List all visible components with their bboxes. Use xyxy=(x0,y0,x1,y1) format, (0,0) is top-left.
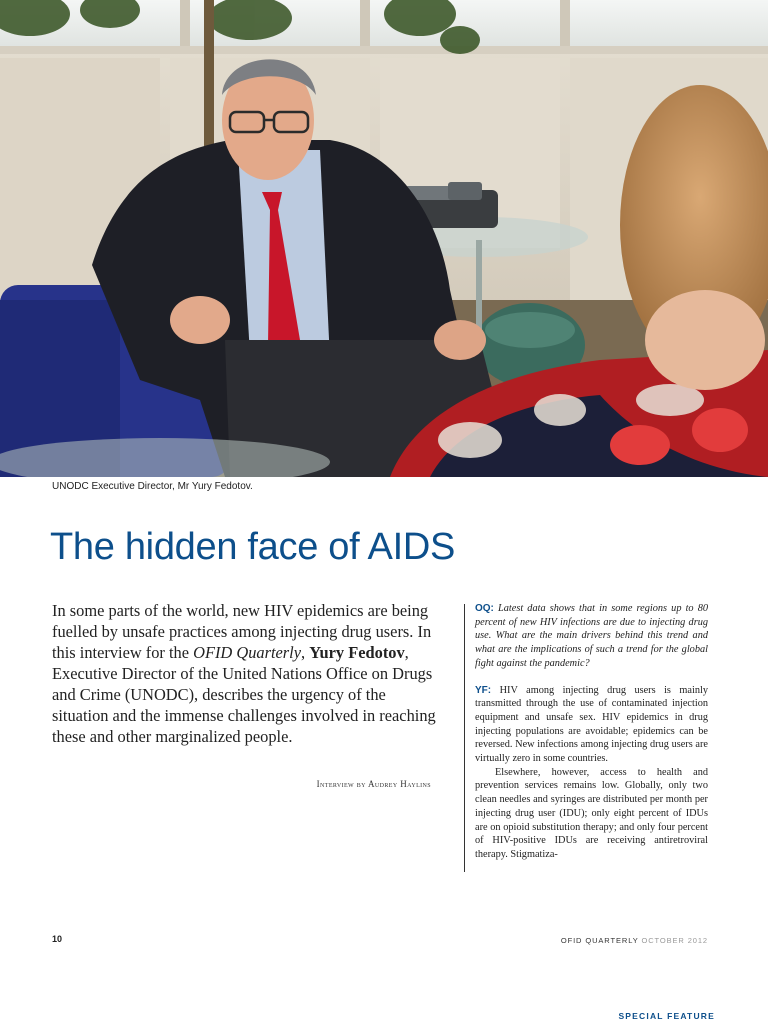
photo-caption: UNODC Executive Director, Mr Yury Fedotov. xyxy=(52,481,253,492)
question-tag: OQ: xyxy=(475,603,494,614)
article-intro xyxy=(52,600,437,747)
answer-text: HIV among injecting drug users is mainly transmitted through the use of contaminated injection equipment and unsafe sex. HIV epidemics in drug injecting populations are avoidable; epidemics can be reversed. New infections among injecting drug users are virtually zero in some countries. xyxy=(475,684,708,765)
answer-paragraph xyxy=(475,684,708,766)
footer-publication-name: OFID QUARTERLY xyxy=(560,936,639,945)
intro-interviewee-name: Yury Fedotov xyxy=(309,643,405,662)
page-number: 10 xyxy=(52,934,63,944)
article-byline: Interview by Audrey Haylins xyxy=(316,779,431,789)
photo-illustration xyxy=(0,0,768,477)
interview-photo xyxy=(0,0,768,477)
footer-publication xyxy=(561,936,708,945)
intro-text: In some parts of the world, new HIV epidemics are being fuelled by unsafe practices among injecting drug users. In this interview for the xyxy=(52,601,432,662)
intro-text: , xyxy=(301,643,310,662)
question-text: Latest data shows that in some regions up to 80 percent of new HIV infections are due to injecting drug use. What are the main drivers behind this trend and what are the implications of such a trend for the global fight against the pandemic? xyxy=(475,603,708,669)
intro-text: , Executive Director of the United Nations Office on Drugs and Crime (UNODC), describes the urgency of the situation and the immense challenges involved in reaching these and other marginalized people. xyxy=(52,643,436,746)
answer-tag: YF: xyxy=(475,684,492,696)
article-title: The hidden face of AIDS xyxy=(50,526,456,568)
question-paragraph xyxy=(475,602,708,671)
column-rule xyxy=(464,604,465,872)
section-label: SPECIAL FEATURE xyxy=(618,1011,715,1021)
footer-publication-date: OCTOBER 2012 xyxy=(641,936,708,945)
intro-publication: OFID Quarterly xyxy=(193,643,301,662)
answer-paragraph: Elsewhere, however, access to health and prevention services remains low. Globally, only two clean needles and syringes are distributed per month per injecting drug user (IDU); only eight percent of IDUs are on opioid substitution therapy; and only four percent of HIV-positive IDUs are receiving antiretroviral therapy. Stigmatiza- xyxy=(475,766,708,860)
qa-column xyxy=(475,602,708,862)
